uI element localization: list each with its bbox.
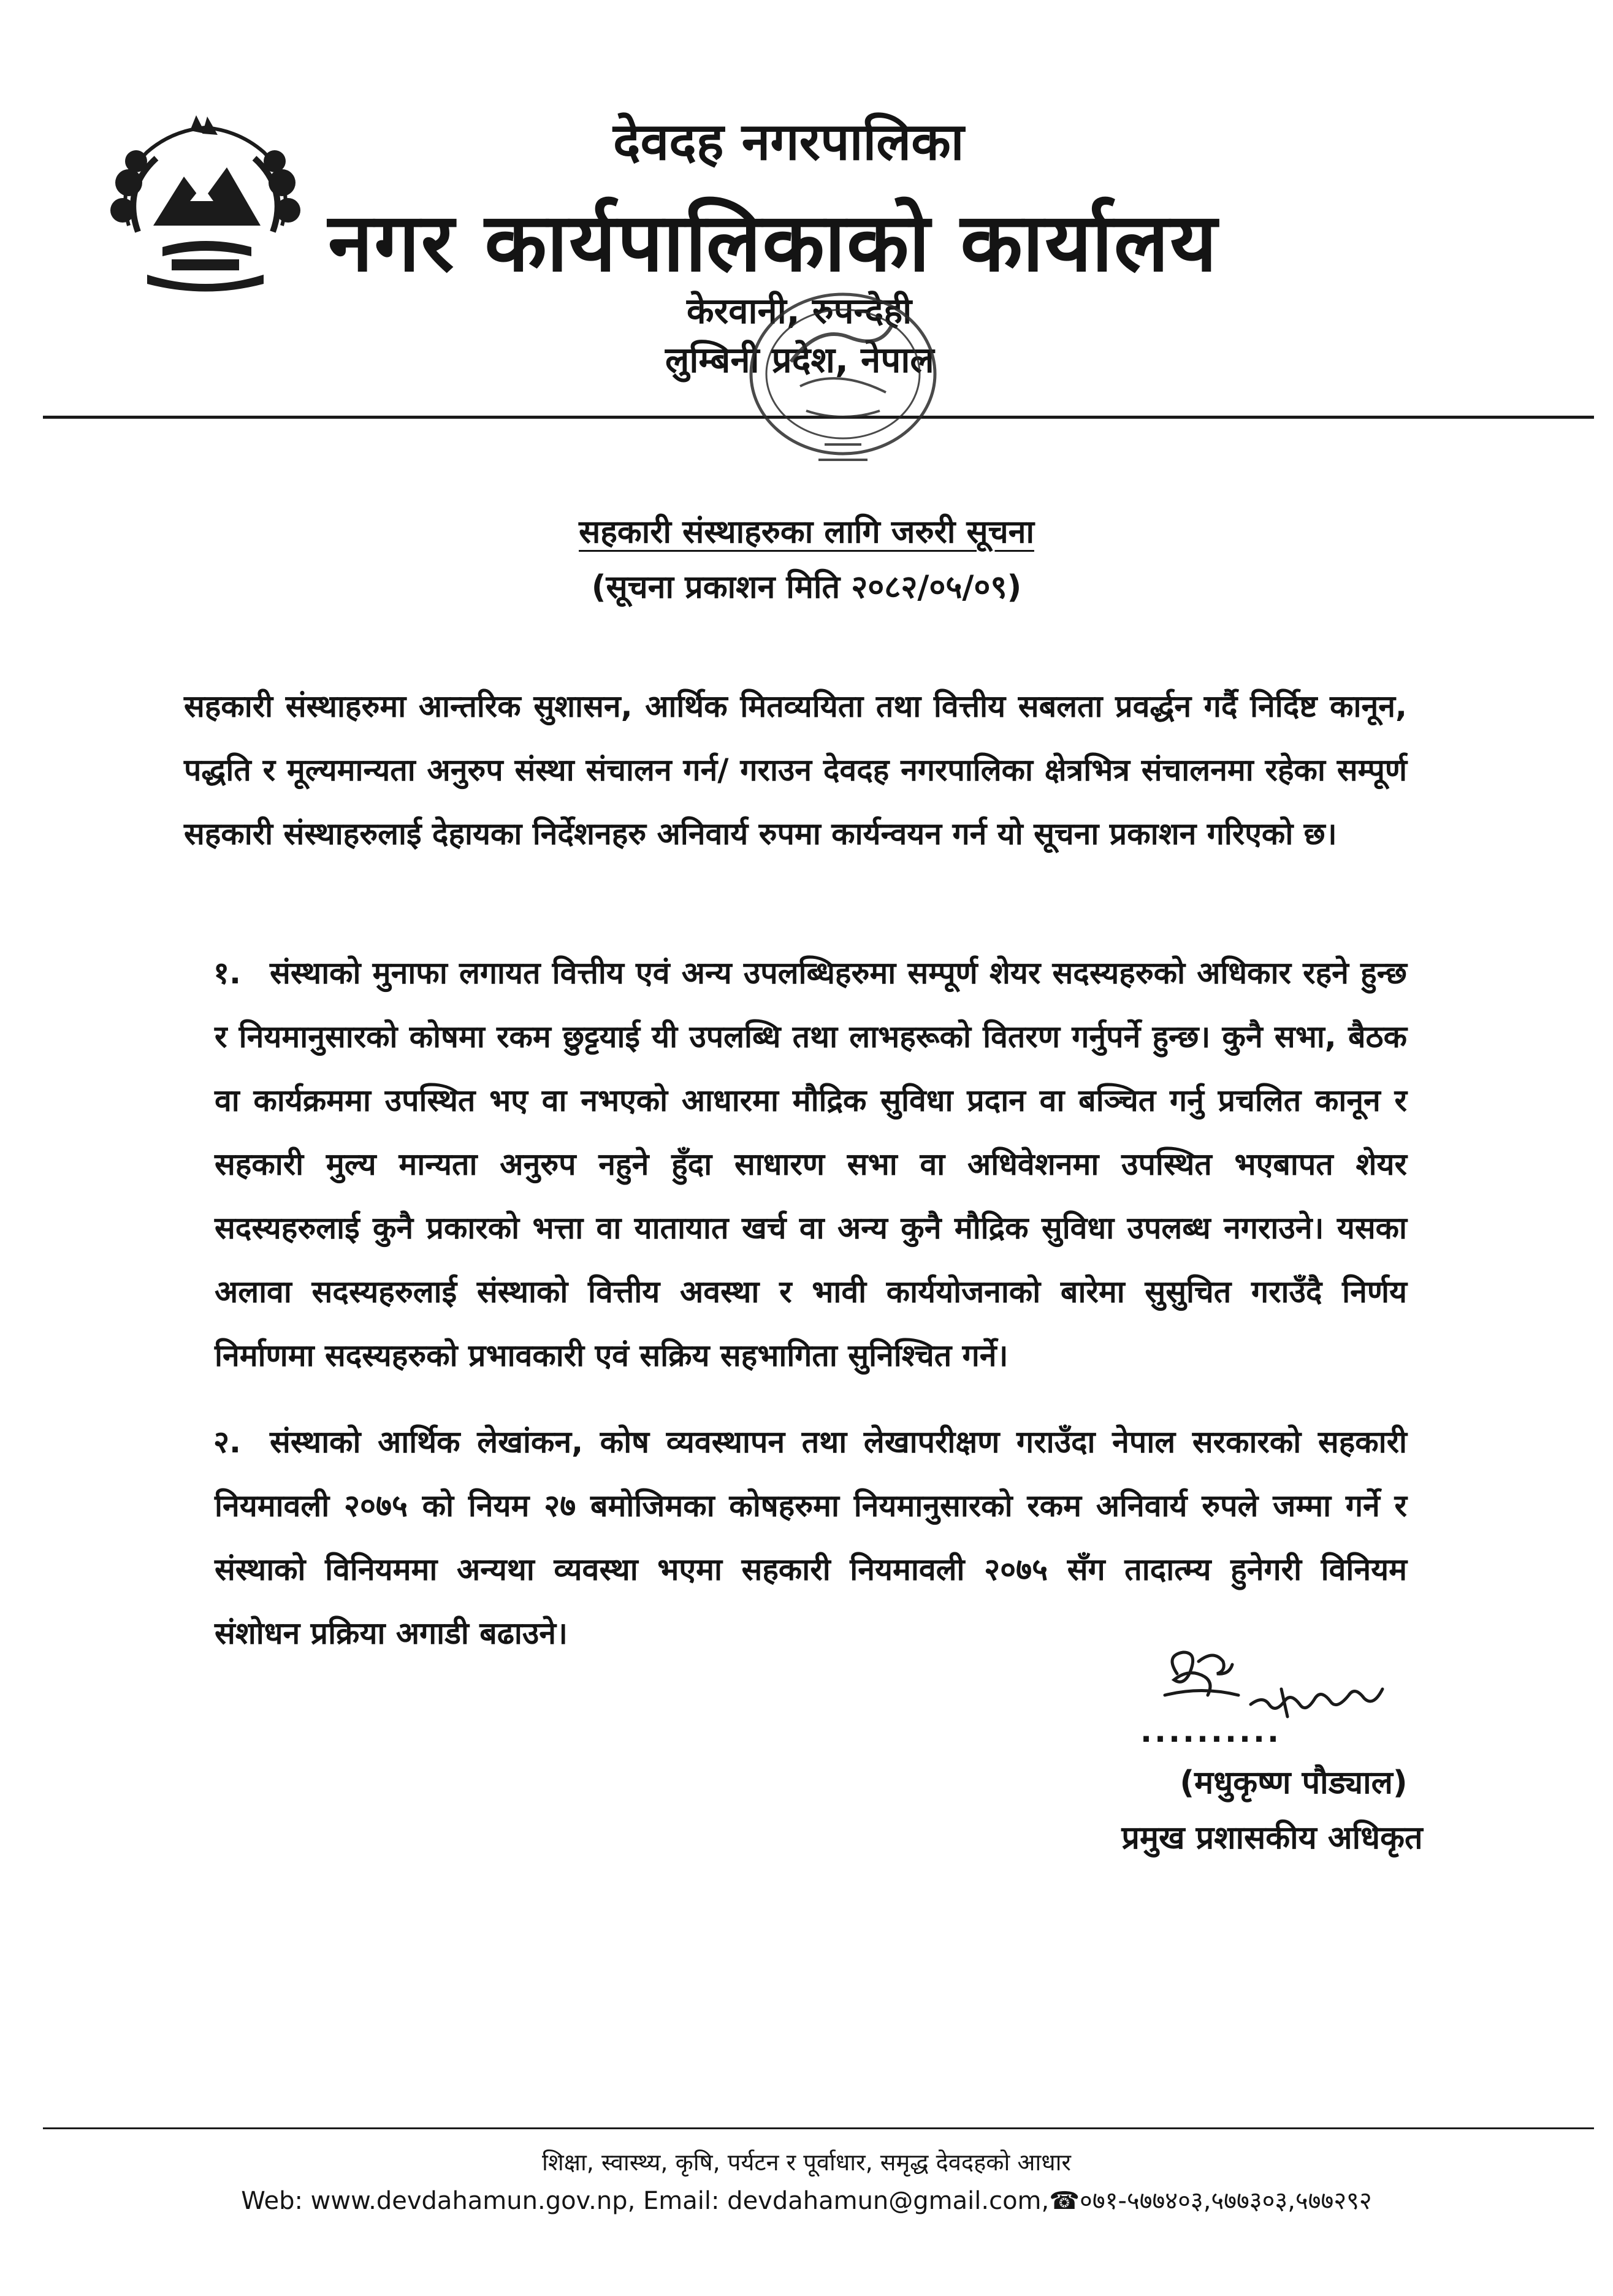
address-line-2: लुम्बिनी प्रदेश, नेपाल <box>665 339 934 381</box>
footer-contact: Web: www.devdahamun.gov.np, Email: devdahamun@gmail.com,☎०७१-५७७४०३,५७७३०३,५७७२९२ <box>241 2187 1372 2215</box>
municipality-name: देवदह नगरपालिका <box>613 112 964 172</box>
notice-publish-date: (सूचना प्रकाशन मिति २०८२/०५/०९) <box>591 569 1022 606</box>
list-item-text: संस्थाको आर्थिक लेखांकन, कोष व्यवस्थापन तथा लेखापरीक्षण गराउँदा नेपाल सरकारको सहकारी नियमावली २०७५ को नियम २७ बमोजिमका कोषहरुमा नियमानुसारको रकम अनिवार्य रुपले जम्मा गर्ने र संस्थाको विनियममा अन्यथा व्यवस्था भएमा सहकारी नियमावली २०७५ सँग तादात्म्य हुनेगरी विनियम संशोधन प्रक्रिया अगाडी बढाउने। <box>215 1424 1407 1651</box>
list-item-text: संस्थाको मुनाफा लगायत वित्तीय एवं अन्य उपलब्धिहरुमा सम्पूर्ण शेयर सदस्यहरुको अधिकार रहने हुन्छ र नियमानुसारको कोषमा रकम छुट्टयाई यी उपलब्धि तथा लाभहरूको वितरण गर्नुपर्ने हुन्छ। कुनै सभा, बैठक वा कार्यक्रममा उपस्थित भए वा नभएको आधारमा मौद्रिक सुविधा प्रदान वा बञ्चित गर्नु प्रचलित कानून र सहकारी मुल्य मान्यता अनुरुप नहुने हुँदा साधारण सभा वा अधिवेशनमा उपस्थित भएबापत शेयर सदस्यहरुलाई कुनै प्रकारको भत्ता वा यातायात खर्च वा अन्य कुनै मौद्रिक सुविधा उपलब्ध नगराउने। यसका अलावा सदस्यहरुलाई संस्थाको वित्तीय अवस्था र भावी कार्ययोजनाको बारेमा सुसुचित गराउँदै निर्णय निर्माणमा सदस्यहरुको प्रभावकारी एवं सक्रिय सहभागिता सुनिश्चित गर्ने। <box>215 955 1407 1373</box>
list-item-number: १. <box>213 955 241 991</box>
signature-dots: .......... <box>1140 1714 1281 1749</box>
list-item <box>215 941 1407 1387</box>
office-name: नगर कार्यपालिकाको कार्यालय <box>328 196 1218 290</box>
list-item-number: २. <box>213 1424 241 1460</box>
footer-slogan: शिक्षा, स्वास्थ्य, कृषि, पर्यटन र पूर्वाधार, समृद्ध देवदहको आधार <box>542 2149 1071 2176</box>
intro-paragraph: सहकारी संस्थाहरुमा आन्तरिक सुशासन, आर्थिक मितव्ययिता तथा वित्तीय सबलता प्रवर्द्धन गर्दै निर्दिष्ट कानून, पद्धति र मूल्यमान्यता अनुरुप संस्था संचालन गर्न/ गराउन देवदह नगरपालिका क्षेत्रभित्र संचालनमा रहेका सम्पूर्ण सहकारी संस्थाहरुलाई देहायका निर्देशनहरु अनिवार्य रुपमा कार्यन्वयन गर्न यो सूचना प्रकाशन गरिएको छ। <box>184 688 1407 852</box>
signer-name: (मधुकृष्ण पौड्याल) <box>1180 1764 1408 1801</box>
address-line-1: केरवानी, रुपन्देही <box>687 290 912 332</box>
notice-title <box>0 509 1613 552</box>
list-item <box>215 1410 1407 1665</box>
notice-title-text: सहकारी संस्थाहरुका लागि जरुरी सूचना <box>579 514 1034 551</box>
nepal-government-emblem-icon <box>104 109 307 299</box>
signer-title: प्रमुख प्रशासकीय अधिकृत <box>1121 1820 1423 1856</box>
footer-divider <box>43 2127 1594 2129</box>
office-seal-stamp-icon <box>733 270 953 490</box>
